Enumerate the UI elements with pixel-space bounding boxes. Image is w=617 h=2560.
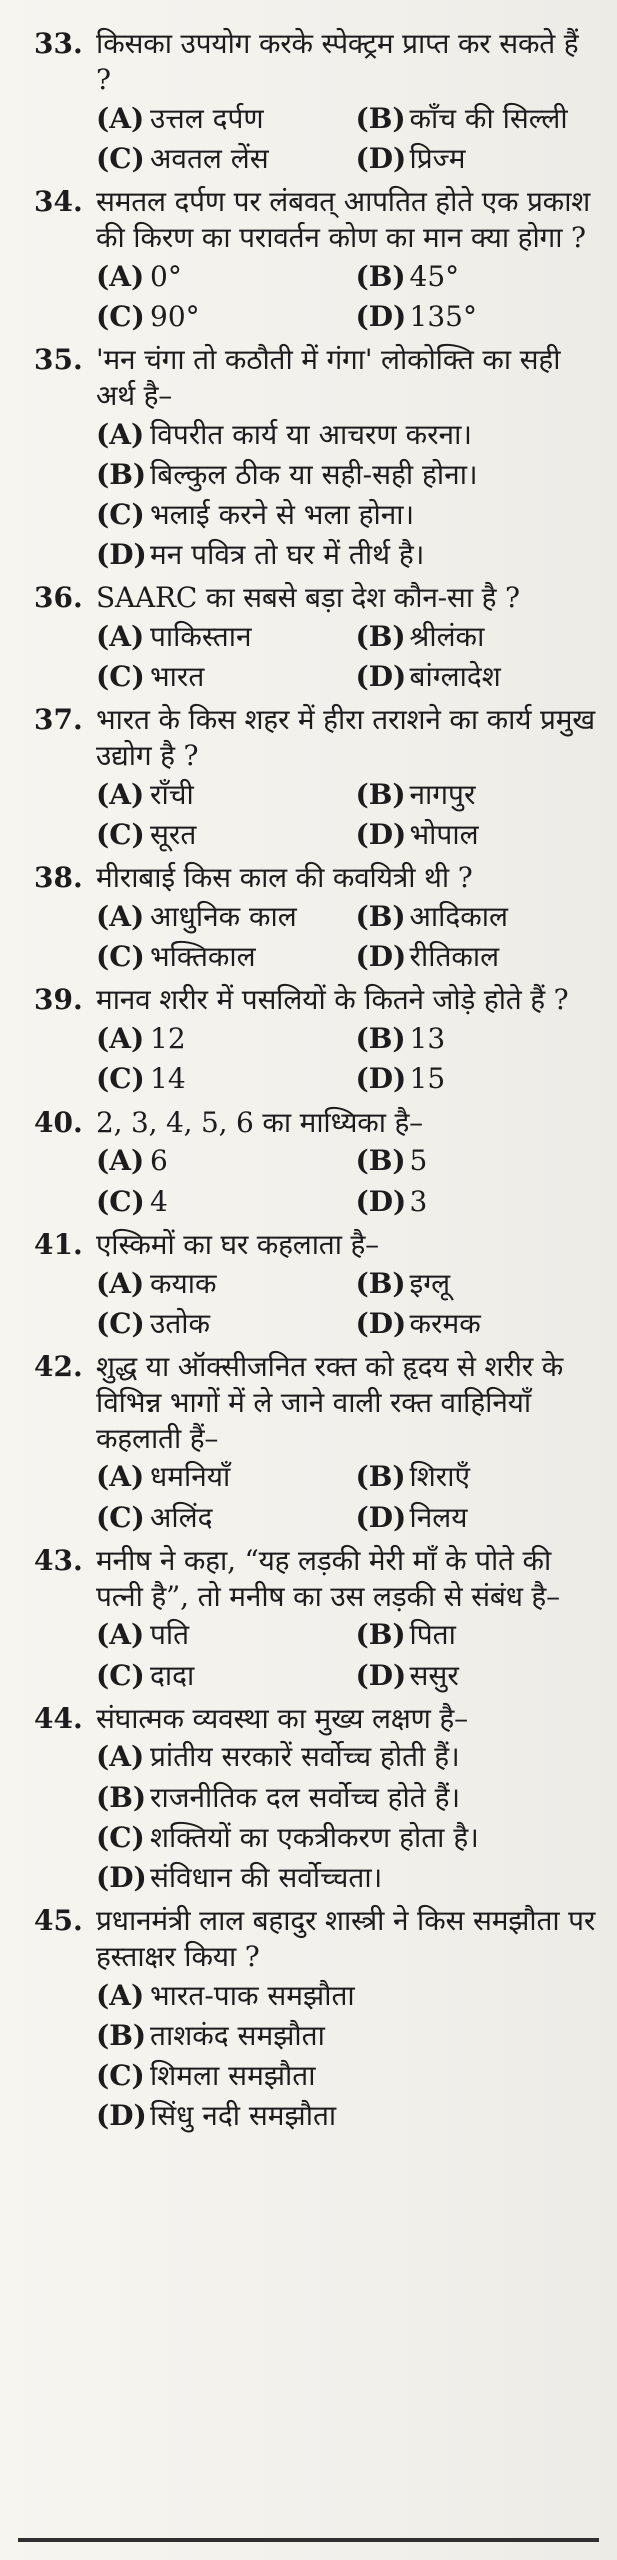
option-label: (C): [96, 1658, 145, 1692]
answer-option: [356, 778, 600, 812]
question-number: 33.: [34, 27, 83, 60]
answer-option: [96, 1979, 599, 2013]
option-label: (B): [355, 1460, 406, 1494]
answer-option: [356, 1460, 600, 1494]
answer-option: [96, 300, 340, 334]
option-label: (A): [96, 1978, 145, 2012]
answer-option: [96, 102, 340, 136]
answer-option: [96, 418, 599, 452]
answer-options: [96, 1740, 599, 1895]
option-label: (D): [355, 940, 407, 974]
answer-option: [356, 1185, 600, 1219]
question-text: समतल दर्पण पर लंबवत् आपतित होते एक प्रकाश की किरण का परावर्तन कोण का मान क्या होगा ?: [96, 184, 591, 254]
question-text: संघात्मक व्यवस्था का मुख्य लक्षण है–: [96, 1701, 468, 1735]
option-text: अवतल लेंस: [150, 141, 269, 175]
option-label: (A): [96, 101, 145, 135]
option-text: पति: [150, 1618, 190, 1652]
answer-option: [356, 1659, 600, 1693]
option-text: 15: [409, 1062, 446, 1096]
answer-option: [96, 900, 340, 934]
question-text: शुद्ध या ऑक्सीजनित रक्त को हृदय से शरीर के विभिन्न भागों में ले जाने वाली रक्त वाहिनियाँ कहलाती हैं–: [96, 1349, 564, 1455]
question-number: 43.: [34, 1543, 83, 1577]
answer-option: [96, 1861, 599, 1895]
option-text: श्रीलंका: [409, 620, 485, 654]
option-text: राजनीतिक दल सर्वोच्च होते हैं।: [150, 1780, 461, 1814]
answer-option: [96, 1022, 340, 1056]
answer-options: [96, 1460, 599, 1534]
option-text: काँच की सिल्ली: [409, 101, 568, 135]
option-text: ससुर: [409, 1658, 459, 1692]
option-text: बिल्कुल ठीक या सही-सही होना।: [150, 457, 478, 491]
option-label: (D): [96, 538, 147, 572]
option-label: (C): [96, 1306, 145, 1340]
answer-option: [356, 142, 600, 176]
question-text: एस्किमों का घर कहलाता है–: [96, 1227, 379, 1261]
option-label: (A): [96, 1740, 145, 1774]
answer-option: [356, 818, 600, 852]
answer-option: [96, 2019, 599, 2053]
option-label: (C): [96, 299, 145, 333]
option-text: ताशकंद समझौता: [150, 2018, 325, 2052]
answer-option: [356, 900, 600, 934]
option-text: आदिकाल: [409, 900, 508, 934]
option-text: निलय: [409, 1500, 468, 1534]
answer-option: [96, 2099, 599, 2133]
answer-option: [96, 2059, 599, 2093]
option-label: (D): [355, 299, 407, 333]
option-text: संविधान की सर्वोच्चता।: [150, 1860, 383, 1894]
option-label: (B): [96, 457, 147, 491]
option-text: 3: [409, 1184, 428, 1218]
answer-option: [96, 260, 340, 294]
option-text: 6: [150, 1144, 168, 1178]
answer-option: [356, 1267, 600, 1301]
option-label: (B): [355, 101, 406, 135]
question-number: 36.: [34, 581, 83, 615]
answer-option: [356, 1501, 600, 1535]
option-text: बांग्लादेश: [409, 660, 501, 694]
bottom-divider: [18, 2538, 599, 2542]
answer-option: [356, 300, 600, 334]
answer-option: [96, 1781, 599, 1815]
option-text: नागपुर: [409, 778, 476, 812]
answer-option: [356, 260, 600, 294]
answer-option: [356, 1307, 600, 1341]
option-text: मन पवित्र तो घर में तीर्थ है।: [150, 538, 425, 572]
option-text: पाकिस्तान: [150, 620, 252, 654]
answer-option: [356, 1144, 600, 1178]
option-label: (C): [96, 2059, 145, 2093]
option-text: 13: [409, 1022, 446, 1056]
question-number: 34.: [34, 184, 83, 218]
option-label: (B): [355, 259, 406, 293]
question-item: [34, 26, 599, 176]
question-text: SAARC का सबसे बड़ा देश कौन-सा है ?: [96, 581, 520, 615]
option-label: (C): [96, 940, 145, 974]
question-item: [34, 1227, 599, 1341]
question-item: [34, 184, 599, 334]
option-label: (D): [96, 2099, 147, 2133]
option-text: प्रांतीय सरकारें सर्वोच्च होती हैं।: [150, 1740, 460, 1774]
option-text: भलाई करने से भला होना।: [150, 497, 415, 531]
question-item: [34, 580, 599, 694]
option-label: (C): [96, 497, 145, 531]
answer-option: [356, 1618, 600, 1652]
option-text: 12: [150, 1022, 186, 1056]
question-number: 38.: [34, 861, 83, 895]
answer-option: [96, 1501, 340, 1535]
option-label: (B): [355, 620, 406, 654]
question-item: [34, 1701, 599, 1895]
answer-option: [96, 538, 599, 572]
answer-options: [96, 1979, 599, 2134]
option-label: (B): [355, 778, 406, 812]
option-label: (C): [96, 660, 145, 694]
option-label: (B): [96, 2018, 147, 2052]
option-label: (C): [96, 141, 145, 175]
answer-options: [96, 620, 599, 694]
question-text: 'मन चंगा तो कठौती में गंगा' लोकोक्ति का सही अर्थ है–: [96, 342, 561, 412]
answer-option: [96, 778, 340, 812]
option-label: (A): [96, 1460, 145, 1494]
option-label: (D): [355, 1306, 407, 1340]
answer-option: [96, 1740, 599, 1774]
question-item: [34, 342, 599, 572]
option-text: पिता: [409, 1618, 456, 1652]
question-text: मानव शरीर में पसलियों के कितने जोड़े होते हैं ?: [96, 983, 569, 1017]
question-number: 40.: [34, 1105, 83, 1139]
answer-option: [96, 818, 340, 852]
answer-options: [96, 778, 599, 852]
option-label: (A): [96, 900, 145, 934]
option-label: (D): [355, 660, 407, 694]
option-label: (C): [96, 818, 145, 852]
question-item: [34, 1543, 599, 1693]
option-text: भारत-पाक समझौता: [150, 1978, 355, 2012]
option-text: विपरीत कार्य या आचरण करना।: [150, 417, 472, 451]
option-text: शिराएँ: [409, 1460, 470, 1494]
answer-option: [96, 1307, 340, 1341]
option-text: इग्लू: [409, 1266, 451, 1300]
option-label: (B): [96, 1780, 147, 1814]
question-text: प्रधानमंत्री लाल बहादुर शास्त्री ने किस समझौता पर हस्ताक्षर किया ?: [96, 1904, 596, 1973]
question-list: [34, 26, 599, 2133]
option-label: (B): [355, 1266, 406, 1300]
option-text: उतोक: [150, 1306, 211, 1340]
option-label: (B): [355, 1618, 406, 1652]
option-text: भक्तिकाल: [150, 940, 256, 974]
option-text: 4: [150, 1184, 168, 1218]
option-text: शिमला समझौता: [150, 2059, 316, 2093]
option-label: (B): [355, 900, 406, 934]
answer-option: [96, 940, 340, 974]
option-text: भोपाल: [409, 818, 479, 852]
option-text: 14: [150, 1062, 186, 1096]
option-text: 90°: [150, 299, 200, 333]
question-number: 39.: [34, 983, 83, 1017]
option-text: आधुनिक काल: [150, 900, 297, 934]
option-label: (A): [96, 620, 145, 654]
option-label: (B): [355, 1144, 406, 1178]
option-label: (D): [355, 1658, 407, 1692]
answer-option: [356, 660, 600, 694]
answer-option: [96, 1659, 340, 1693]
answer-options: [96, 1618, 599, 1692]
option-text: रीतिकाल: [409, 940, 500, 974]
question-number: 44.: [34, 1701, 83, 1735]
answer-option: [356, 940, 600, 974]
option-label: (C): [96, 1062, 145, 1096]
option-label: (D): [355, 1500, 407, 1534]
answer-option: [96, 498, 599, 532]
answer-option: [96, 142, 340, 176]
answer-option: [96, 1144, 340, 1178]
option-label: (A): [96, 778, 145, 812]
option-label: (A): [96, 1022, 145, 1056]
answer-option: [96, 1821, 599, 1855]
answer-option: [96, 1267, 340, 1301]
question-text: भारत के किस शहर में हीरा तराशने का कार्य प्रमुख उद्योग है ?: [96, 703, 595, 773]
question-item: [34, 982, 599, 1096]
option-label: (D): [355, 1184, 407, 1218]
question-number: 37.: [34, 703, 83, 737]
answer-option: [96, 1062, 340, 1096]
question-number: 45.: [34, 1904, 83, 1938]
answer-option: [96, 458, 599, 492]
answer-option: [96, 1185, 340, 1219]
question-number: 41.: [34, 1227, 83, 1261]
option-text: अलिंद: [150, 1500, 213, 1534]
answer-option: [96, 660, 340, 694]
question-text: किसका उपयोग करके स्पेक्ट्रम प्राप्त कर सकते हैं ?: [96, 27, 579, 96]
option-label: (D): [96, 1860, 147, 1894]
question-item: [34, 860, 599, 974]
option-label: (A): [96, 1144, 145, 1178]
option-label: (A): [96, 1266, 145, 1300]
option-label: (D): [355, 141, 407, 175]
question-text: मनीष ने कहा, “यह लड़की मेरी माँ के पोते की पत्नी है”, तो मनीष का उस लड़की से संबंध है–: [96, 1543, 560, 1613]
question-item: [34, 1903, 599, 2133]
option-label: (C): [96, 1500, 145, 1534]
question-text: 2, 3, 4, 5, 6 का माध्यिका है–: [96, 1105, 423, 1139]
option-label: (B): [355, 1022, 406, 1056]
question-item: [34, 1349, 599, 1535]
option-text: 135°: [409, 299, 477, 333]
answer-options: [96, 418, 599, 573]
option-text: राँची: [150, 778, 194, 812]
option-text: 0°: [150, 259, 182, 293]
option-label: (A): [96, 259, 145, 293]
option-text: सिंधु नदी समझौता: [150, 2099, 337, 2133]
question-number: 35.: [34, 342, 83, 376]
answer-option: [356, 1022, 600, 1056]
answer-options: [96, 1022, 599, 1096]
option-text: दादा: [150, 1658, 195, 1692]
question-item: [34, 702, 599, 852]
option-text: 45°: [409, 259, 460, 293]
option-label: (A): [96, 1618, 145, 1652]
answer-options: [96, 900, 599, 974]
answer-option: [96, 620, 340, 654]
option-label: (D): [355, 1062, 407, 1096]
answer-options: [96, 1144, 599, 1218]
option-text: करमक: [409, 1306, 481, 1340]
option-text: सूरत: [150, 818, 197, 852]
answer-options: [96, 260, 599, 334]
question-number: 42.: [34, 1349, 83, 1383]
answer-option: [96, 1618, 340, 1652]
option-label: (D): [355, 818, 407, 852]
option-text: शक्तियों का एकत्रीकरण होता है।: [150, 1820, 479, 1854]
answer-options: [96, 102, 599, 176]
option-text: धमनियाँ: [150, 1460, 231, 1494]
question-item: [34, 1105, 599, 1219]
option-text: 5: [409, 1144, 428, 1178]
option-text: प्रिज्म: [409, 141, 466, 175]
option-label: (C): [96, 1820, 145, 1854]
option-label: (C): [96, 1184, 145, 1218]
answer-options: [96, 1267, 599, 1341]
answer-option: [356, 620, 600, 654]
option-text: भारत: [150, 660, 205, 694]
answer-option: [356, 1062, 600, 1096]
answer-option: [356, 102, 600, 136]
option-text: उत्तल दर्पण: [150, 101, 264, 135]
option-text: कयाक: [150, 1266, 217, 1300]
option-label: (A): [96, 417, 145, 451]
question-text: मीराबाई किस काल की कवयित्री थी ?: [96, 861, 473, 895]
answer-option: [96, 1460, 340, 1494]
